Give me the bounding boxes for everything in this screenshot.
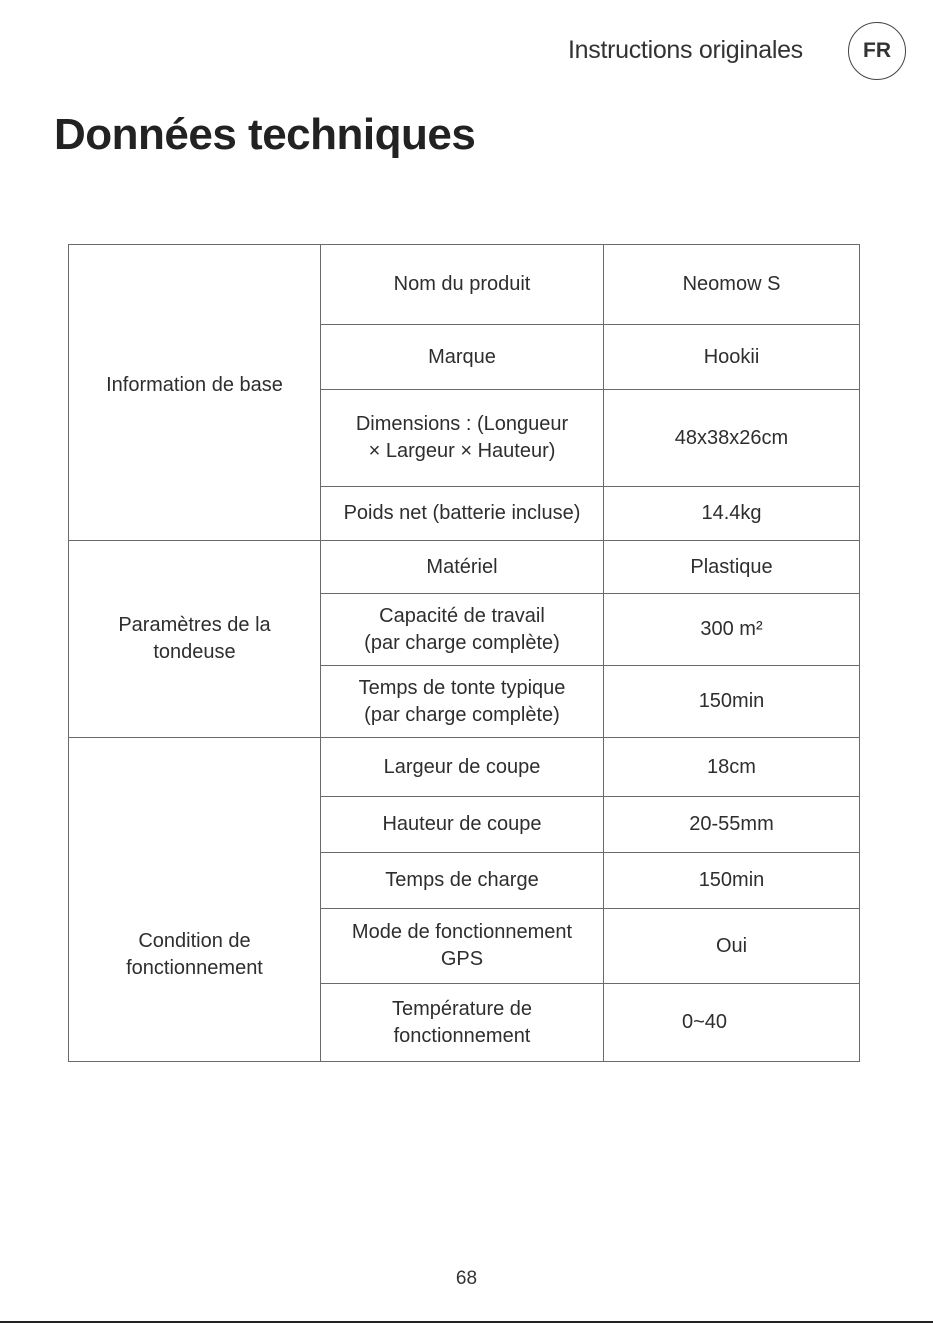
group-label: Paramètres de la tondeuse xyxy=(69,541,321,738)
param-value: 150min xyxy=(604,666,860,738)
param-label: Capacité de travail (par charge complète) xyxy=(321,594,604,666)
param-value: 0~40 xyxy=(604,984,860,1062)
param-label: Mode de fonctionnement GPS xyxy=(321,909,604,984)
page-number: 68 xyxy=(455,1268,478,1289)
param-label: Marque xyxy=(321,325,604,390)
param-label: Nom du produit xyxy=(321,245,604,325)
param-value: 18cm xyxy=(604,738,860,797)
param-value: Hookii xyxy=(604,325,860,390)
table-row xyxy=(69,738,860,797)
param-label: Poids net (batterie incluse) xyxy=(321,487,604,541)
bottom-rule xyxy=(0,1321,933,1323)
param-value: 150min xyxy=(604,853,860,909)
header-label: Instructions originales xyxy=(568,36,803,64)
table-row xyxy=(69,245,860,325)
table-row xyxy=(69,541,860,594)
page-title: Données techniques xyxy=(54,110,476,159)
param-value: Neomow S xyxy=(604,245,860,325)
param-value: 14.4kg xyxy=(604,487,860,541)
param-value: 300 m² xyxy=(604,594,860,666)
param-label: Temps de tonte typique (par charge complète) xyxy=(321,666,604,738)
group-label: Information de base xyxy=(69,245,321,541)
param-label: Temps de charge xyxy=(321,853,604,909)
param-label: Température de fonctionnement xyxy=(321,984,604,1062)
language-badge: FR xyxy=(848,22,906,80)
param-label: Matériel xyxy=(321,541,604,594)
param-label: Hauteur de coupe xyxy=(321,797,604,853)
param-value: 20-55mm xyxy=(604,797,860,853)
param-label: Dimensions : (Longueur × Largeur × Hauteur) xyxy=(321,390,604,487)
param-label: Largeur de coupe xyxy=(321,738,604,797)
param-value: 48x38x26cm xyxy=(604,390,860,487)
specifications-table xyxy=(68,244,860,1062)
group-label: Condition de fonctionnement xyxy=(69,738,321,1062)
param-value: Oui xyxy=(604,909,860,984)
param-value: Plastique xyxy=(604,541,860,594)
